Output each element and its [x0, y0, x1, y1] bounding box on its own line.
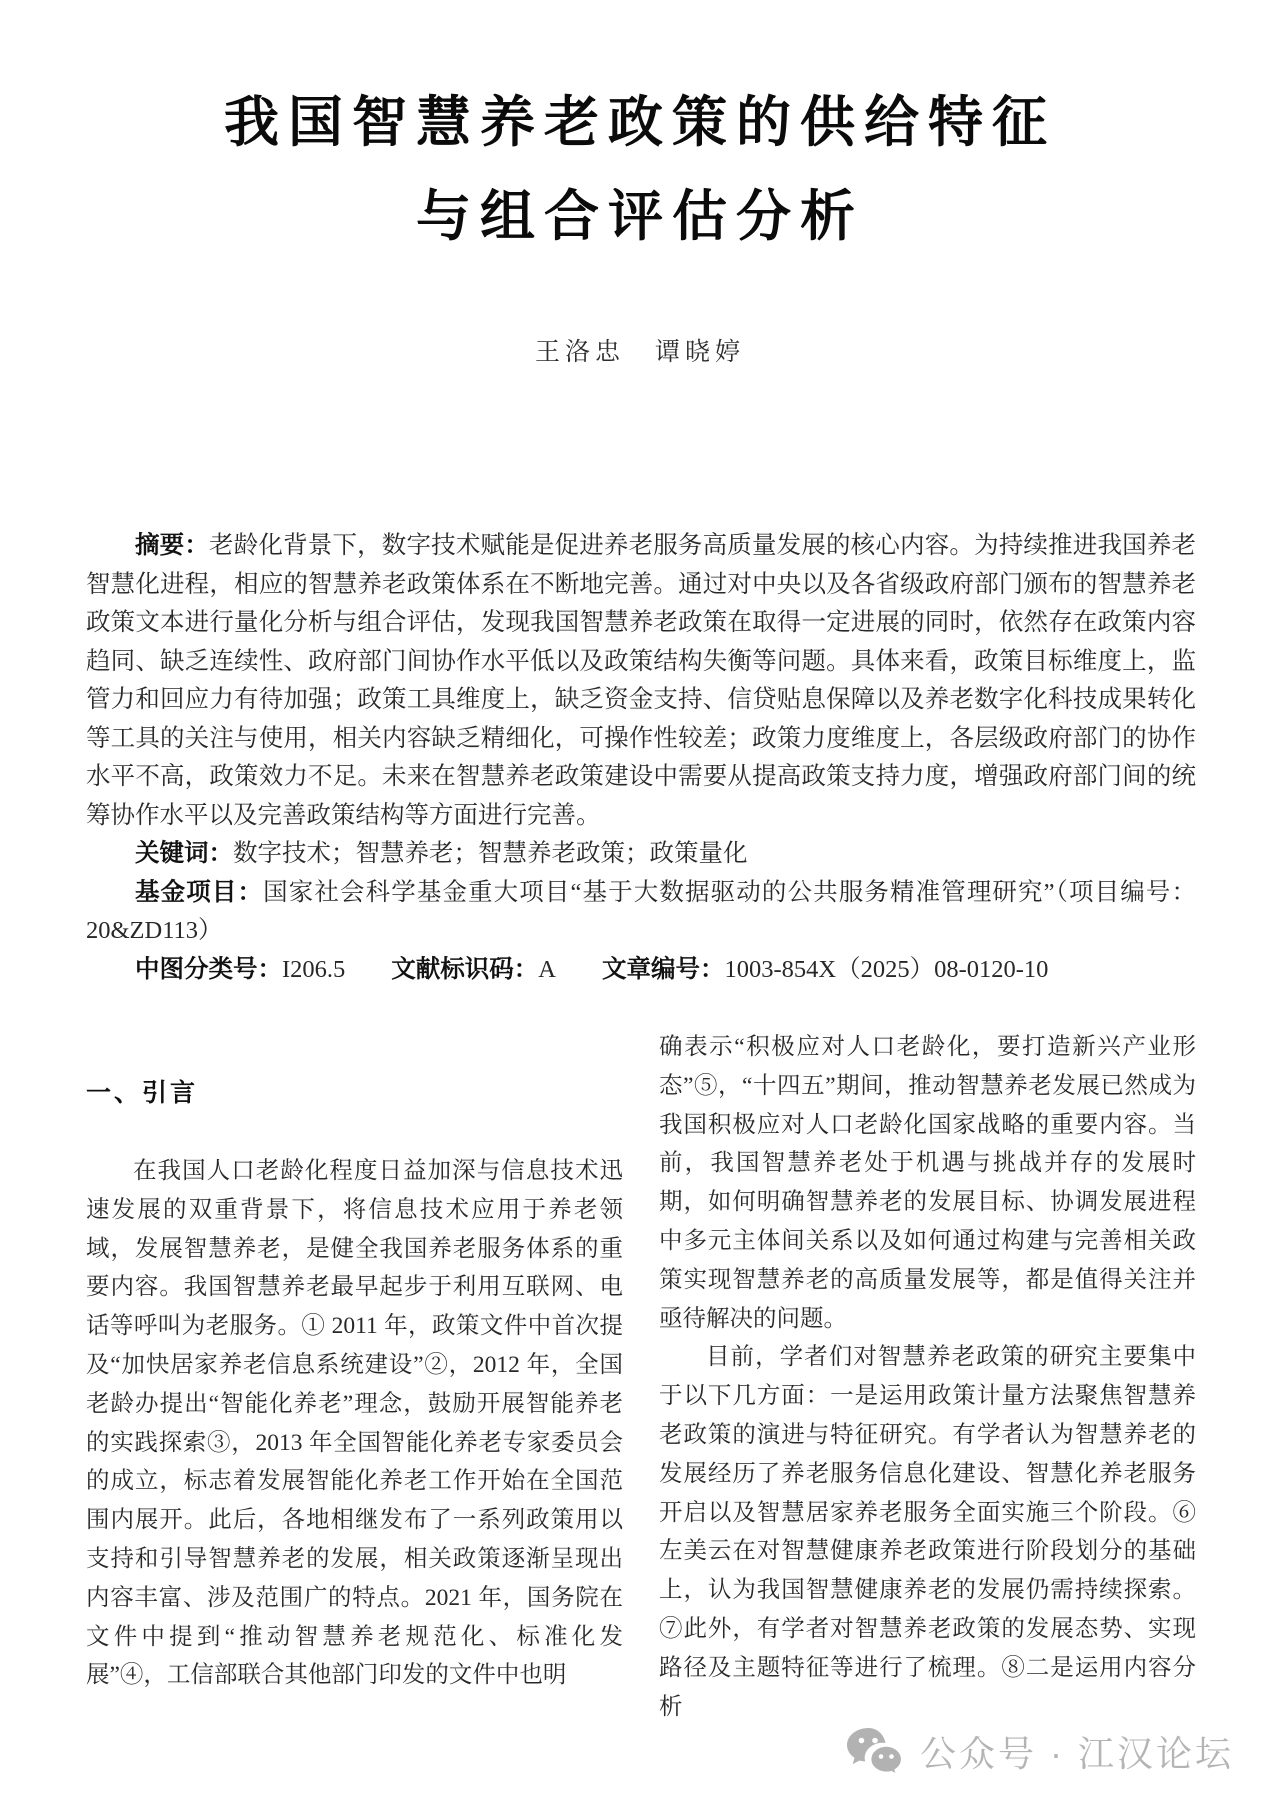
clc-value: I206.5 [282, 955, 346, 983]
fund-text: 国家社会科学基金重大项目“基于大数据驱动的公共服务精准管理研究”（项目编号：20&ZD113） [86, 878, 1197, 944]
doc-code-label: 文献标识码： [391, 955, 539, 983]
body-column-left [86, 1028, 623, 1695]
wechat-icon [846, 1727, 904, 1777]
doc-code-value: A [538, 955, 556, 983]
body-column-right [659, 1028, 1196, 1726]
keywords [86, 835, 1196, 874]
body-paragraph: 在我国人口老龄化程度日益加深与信息技术迅速发展的双重背景下，将信息技术应用于养老领域，发展智慧养老，是健全我国养老服务体系的重要内容。我国智慧养老最早起步于利用互联网、电话等呼叫为老服务。① 2011 年，政策文件中首次提及“加快居家养老信息系统建设”②，2012 年，全国老龄办提出“智能化养老”理念，鼓励开展智能养老的实践探索③，2013 年全国智能化养老专家委员会的成立，标志着发展智能化养老工作开始在全国范围内展开。此后，各地相继发布了一系列政策用以支持和引导智慧养老的发展，相关政策逐渐呈现出内容丰富、涉及范围广的特点。2021 年，国务院在文件中提到“推动智慧养老规范化、标准化发展”④，工信部联合其他部门印发的文件中也明 [86, 1158, 623, 1689]
clc-label: 中图分类号： [135, 955, 282, 983]
article-title-line1: 我国智慧养老政策的供给特征 [223, 92, 1056, 153]
article-title [0, 76, 1280, 264]
watermark [846, 1726, 1234, 1777]
body-paragraph: 确表示“积极应对人口老龄化，要打造新兴产业形态”⑤，“十四五”期间，推动智慧养老发展已然成为我国积极应对人口老龄化国家战略的重要内容。当前，我国智慧养老处于机遇与挑战并存的发展时期，如何明确智慧养老的发展目标、协调发展进程中多元主体间关系以及如何通过构建与完善相关政策实现智慧养老的高质量发展等，都是值得关注并亟待解决的问题。 [659, 1034, 1196, 1332]
abstract [86, 527, 1196, 835]
abstract-text: 老龄化背景下，数字技术赋能是促进养老服务高质量发展的核心内容。为持续推进我国养老智慧化进程，相应的智慧养老政策体系在不断地完善。通过对中央以及各省级政府部门颁布的智慧养老政策文本进行量化分析与组合评估，发现我国智慧养老政策在取得一定进展的同时，依然存在政策内容趋同、缺乏连续性、政府部门间协作水平低以及政策结构失衡等问题。具体来看，政策目标维度上，监管力和回应力有待加强；政策工具维度上，缺乏资金支持、信贷贴息保障以及养老数字化科技成果转化等工具的关注与使用，相关内容缺乏精细化，可操作性较差；政策力度维度上，各层级政府部门的协作水平不高，政策效力不足。未来在智慧养老政策建设中需要从提高政策支持力度，增强政府部门间的统筹协作水平以及完善政策结构等方面进行完善。 [86, 532, 1197, 829]
section-heading-introduction: 一、引言 [86, 1079, 199, 1107]
fund-project [86, 874, 1196, 951]
article-id-label: 文章编号： [602, 955, 725, 983]
fund-label: 基金项目： [135, 878, 264, 906]
abstract-label: 摘要： [135, 532, 210, 559]
authors: 王洛忠 谭晓婷 [534, 339, 745, 366]
body-paragraph: 目前，学者们对智慧养老政策的研究主要集中于以下几方面：一是运用政策计量方法聚焦智慧养老政策的演进与特征研究。有学者认为智慧养老的发展经历了养老服务信息化建设、智慧化养老服务开启以及智慧居家养老服务全面实施三个阶段。⑥左美云在对智慧健康养老政策进行阶段划分的基础上，认为我国智慧健康养老的发展仍需持续探索。⑦此外，有学者对智慧养老政策的发展态势、实现路径及主题特征等进行了梳理。⑧二是运用内容分析 [659, 1344, 1196, 1720]
classification-line [86, 951, 1196, 990]
article-title-line2: 与组合评估分析 [415, 186, 864, 247]
front-matter [86, 527, 1196, 989]
watermark-text: 公众号 · 江汉论坛 [920, 1733, 1234, 1774]
article-id-value: 1003-854X（2025）08-0120-10 [724, 955, 1049, 983]
keywords-text: 数字技术；智慧养老；智慧养老政策；政策量化 [233, 840, 748, 867]
keywords-label: 关键词： [135, 840, 233, 867]
